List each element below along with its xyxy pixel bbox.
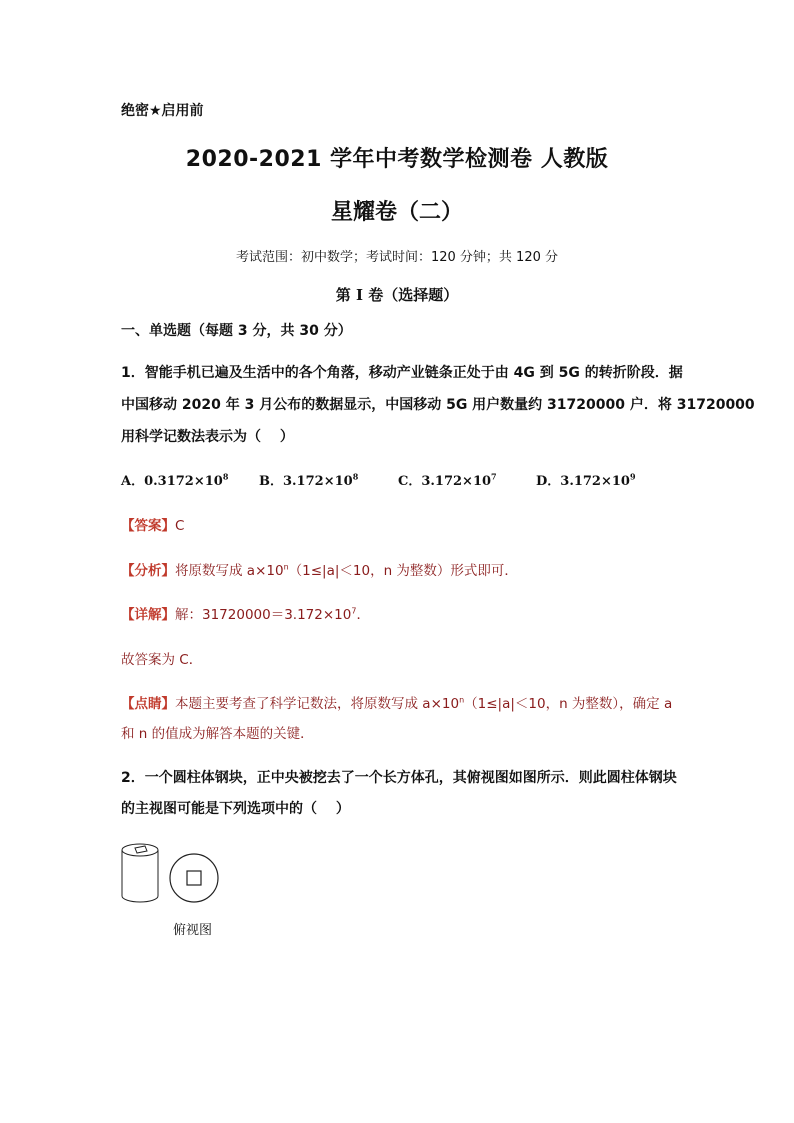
question-1-line-2: 中国移动 2020 年 3 月公布的数据显示，中国移动 5G 用户数量约 31720000 户．将 31720000 [121,397,755,413]
figure-caption: 俯视图 [173,923,213,938]
detail: 【详解】解：$31720000=3.172\times 10^7$． [121,606,370,623]
exam-info: 考试范围：初中数学；考试时间：120 分钟；共 120 分 [235,250,559,265]
option-a: A．$0.3172\times 10^8$ [121,471,229,489]
option-b: B．$3.172\times 10^8$ [259,471,359,489]
top-view-circle-icon [170,854,218,902]
confidential-mark: 绝密★启用前 [121,103,204,119]
question-2-line-1: 2．一个圆柱体钢块，正中央被挖去了一个长方体孔，其俯视图如图所示．则此圆柱体钢块 [121,770,677,786]
question-1-line-1: 1．智能手机已遍及生活中的各个角落，移动产业链条正处于由 4G 到 5G 的转折阶段．据 [121,365,683,381]
conclusion: 故答案为 C． [121,652,203,668]
comment: 【点睛】本题主要考查了科学记数法，将原数写成 $a\times 10^n(1\le|a|<10$，n 为整数），确定 a [121,695,673,712]
part-title: 第 I 卷（选择题） [335,286,459,304]
question-1-line-3: 用科学记数法表示为（ ） [121,429,294,445]
comment-line-2: 和 n 的值成为解答本题的关键． [121,726,314,742]
section-title: 一、单选题（每题 3 分，共 30 分） [121,323,352,339]
analysis: 【分析】将原数写成 $a\times 10^n(1\le|a|<10$，n 为整数）形式即可． [121,562,518,579]
cylinder-icon [122,844,158,902]
option-c: C．$3.172\times 10^7$ [398,471,497,489]
answer: 【答案】C [121,518,185,534]
exam-subtitle: 星耀卷（二） [330,200,463,225]
exam-title: 2020-2021 学年中考数学检测卷 人教版 [185,147,609,172]
cylinder-top-view-figure [118,840,228,910]
option-d: D．$3.172\times 10^9$ [536,471,636,489]
question-2-line-2: 的主视图可能是下列选项中的（ ） [121,801,350,817]
